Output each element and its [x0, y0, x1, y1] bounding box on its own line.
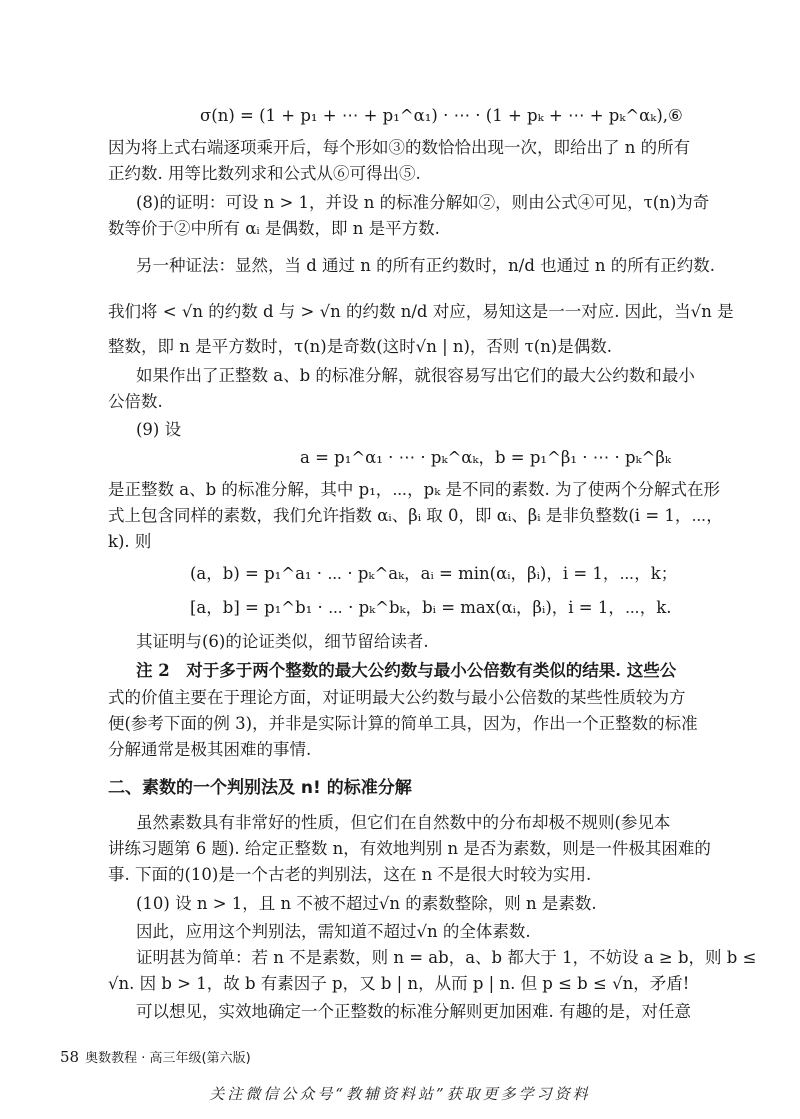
- text-line: 事. 下面的(10)是一个古老的判别法，这在 n 不是很大时较为实用.: [108, 865, 592, 884]
- text-line: 我们将 < √n 的约数 d 与 > √n 的约数 n/d 对应，易知这是一一对应. 因此，当√n 是: [108, 302, 734, 321]
- text-line: (10) 设 n > 1，且 n 不被不超过√n 的素数整除，则 n 是素数.: [136, 894, 597, 913]
- note-line: 分解通常是极其困难的事情.: [108, 740, 312, 759]
- text-line: (9) 设: [136, 420, 182, 439]
- text-line: 数等价于②中所有 αᵢ 是偶数，即 n 是平方数.: [108, 219, 440, 238]
- formula-gcd: (a，b) = p₁^a₁ · ⋯ · pₖ^aₖ，aᵢ = min(αᵢ，βᵢ)，i = 1，⋯，k；: [190, 564, 678, 583]
- page-number: 58: [60, 1048, 80, 1066]
- text-line: 讲练习题第 6 题). 给定正整数 n，有效地判别 n 是否为素数，则是一件极其困难的: [108, 839, 711, 858]
- text-line: 整数，即 n 是平方数时，τ(n)是奇数(这时√n | n)，否则 τ(n)是偶数.: [108, 337, 613, 356]
- text-line: 另一种证法：显然，当 d 通过 n 的所有正约数时，n/d 也通过 n 的所有正约数.: [136, 256, 716, 275]
- note-line: 便(参考下面的例 3)，并非是实际计算的简单工具，因为，作出一个正整数的标准: [108, 714, 698, 733]
- text-line: 如果作出了正整数 a、b 的标准分解，就很容易写出它们的最大公约数和最小: [136, 366, 695, 385]
- text-line: 是正整数 a、b 的标准分解，其中 p₁，⋯，pₖ 是不同的素数. 为了使两个分解式在形: [108, 480, 720, 499]
- equation-number: ⑥: [668, 106, 683, 125]
- text-line: 式上包含同样的素数，我们允许指数 αᵢ、βᵢ 取 0，即 αᵢ、βᵢ 是非负整数(i = 1，⋯，: [108, 506, 723, 525]
- watermark-text: 关注微信公众号“教辅资料站”获取更多学习资料: [209, 1085, 591, 1103]
- text-line: 正约数. 用等比数列求和公式从⑥可得出⑤.: [108, 164, 421, 183]
- text-line: 其证明与(6)的论证类似，细节留给读者.: [136, 632, 429, 651]
- note-line: 式的价值主要在于理论方面，对证明最大公约数与最小公倍数的某些性质较为方: [108, 688, 686, 707]
- note-line: 注 2 对于多于两个整数的最大公约数与最小公倍数有类似的结果. 这些公: [136, 661, 677, 680]
- text-line: 因为将上式右端逐项乘开后，每个形如③的数恰恰出现一次，即给出了 n 的所有: [108, 138, 691, 157]
- text-line: k). 则: [108, 532, 152, 551]
- text-line: √n. 因 b > 1，故 b 有素因子 p，又 b | n，从而 p | n. 但 p ≤ b ≤ √n，矛盾!: [108, 974, 690, 993]
- text-line: 可以想见，实效地确定一个正整数的标准分解则更加困难. 有趣的是，对任意: [136, 1002, 691, 1021]
- text-line: (8)的证明：可设 n > 1，并设 n 的标准分解如②，则由公式④可见，τ(n)为奇: [136, 193, 710, 212]
- formula-a-b: a = p₁^α₁ · ⋯ · pₖ^αₖ，b = p₁^β₁ · ⋯ · pₖ^βₖ: [300, 448, 671, 467]
- text-line: 证明甚为简单：若 n 不是素数，则 n = ab，a、b 都大于 1，不妨设 a ≥ b，则 b ≤: [136, 948, 757, 967]
- formula-sigma: σ(n) = (1 + p₁ + ⋯ + p₁^α₁) · ⋯ · (1 + pₖ + ⋯ + pₖ^αₖ),: [200, 106, 669, 125]
- section-heading: 二、素数的一个判别法及 n! 的标准分解: [108, 778, 412, 798]
- book-title: 奥数教程 · 高三年级(第六版): [85, 1051, 251, 1066]
- formula-lcm: [a，b] = p₁^b₁ · ⋯ · pₖ^bₖ，bᵢ = max(αᵢ，βᵢ)，i = 1，⋯，k.: [190, 598, 672, 617]
- text-line: 虽然素数具有非常好的性质，但它们在自然数中的分布却极不规则(参见本: [136, 813, 671, 832]
- text-line: 公倍数.: [108, 392, 163, 411]
- page-footer: [60, 1047, 251, 1069]
- text-line: 因此，应用这个判别法，需知道不超过√n 的全体素数.: [136, 922, 531, 941]
